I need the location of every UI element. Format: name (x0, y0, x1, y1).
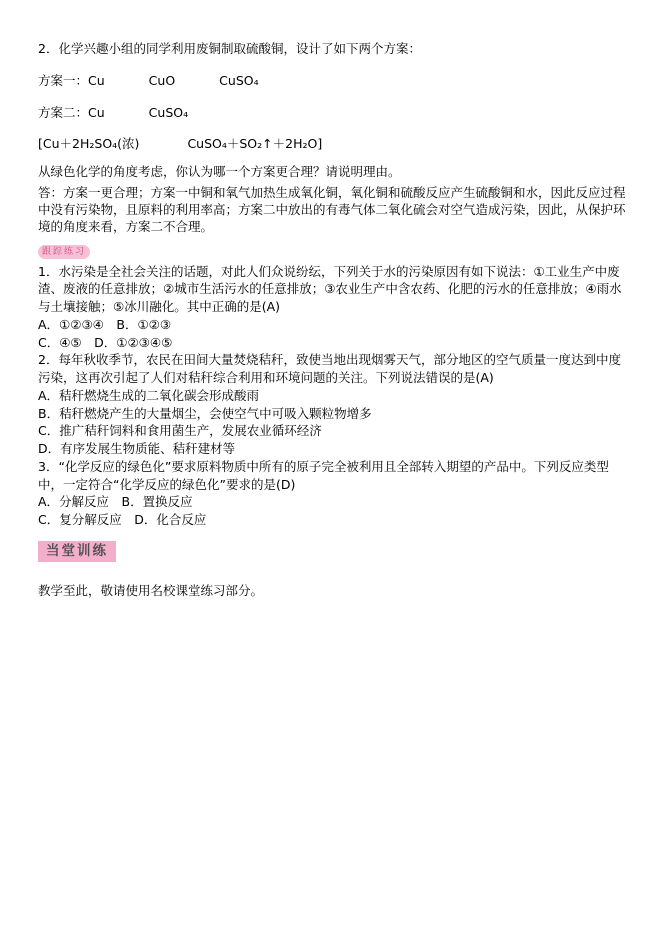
plan-one-step-cuso4: CuSO₄ (219, 72, 259, 88)
mcq-1-options-ab: A．①②③④ B．①②③ (38, 316, 172, 332)
green-chemistry-question: 从绿色化学的角度考虑，你认为哪一个方案更合理？请说明理由。 (38, 164, 401, 179)
mcq-3-options-ab: A．分解反应 B．置换反应 (38, 494, 193, 510)
plan-one-step-cu: Cu (88, 72, 105, 88)
mcq-2-option-d: D．有序发展生物质能、秸秆建材等 (38, 441, 236, 456)
mcq-3-stem: 3．“化学反应的绿色化”要求原料物质中所有的原子完全被利用且全部转入期望的产品中。下列反应类型中，一定符合“化学反应的绿色化”要求的是(D) (38, 458, 609, 492)
worksheet-content (38, 40, 628, 600)
chemical-equation-row (38, 135, 628, 153)
equation-products: CuSO₄＋SO₂↑＋2H₂O] (187, 136, 323, 152)
answer-paragraph: 答：方案一更合理；方案一中铜和氧气加热生成氧化铜，氧化铜和硫酸反应产生硫酸铜和水，因此反应过程中没有污染物，且原料的利用率高；方案二中放出的有毒气体二氧化硫会对空气造成污染，因此，从保护环境的角度来看，方案二不合理。 (38, 184, 626, 235)
plan-one-step-cuo: CuO (148, 72, 176, 88)
mcq-3 (38, 458, 628, 529)
mcq-3-options-cd: C．复分解反应 D．化合反应 (38, 512, 207, 527)
mcq-2-option-c: C．推广秸秆饲料和食用菌生产，发展农业循环经济 (38, 423, 322, 439)
mcq-1-options-cd: C．④⑤ D．①②③④⑤ (38, 334, 173, 350)
closing-note: 教学至此，敬请使用名校课堂练习部分。 (38, 583, 264, 599)
mcq-2-option-a: A．秸秆燃烧生成的二氧化碳会形成酸雨 (38, 387, 260, 403)
plan-one-row (38, 72, 628, 90)
review-question-intro: 2．化学兴趣小组的同学利用废铜制取硫酸铜，设计了如下两个方案： (38, 41, 421, 56)
plan-two-step-cuso4: CuSO₄ (148, 104, 189, 120)
mcq-2-option-b: B．秸秆燃烧产生的大量烟尘，会使空气中可吸入颗粒物增多 (38, 405, 372, 421)
plan-two-row (38, 104, 628, 122)
mcq-2-stem: 2．每年秋收季节，农民在田间大量焚烧秸秆，致使当地出现烟雾天气，部分地区的空气质量一度达到中度污染，这再次引起了人们对秸秆综合利用和环境问题的关注。下列说法错误的是(A) (38, 352, 621, 385)
mcq-1-stem: 1．水污染是全社会关注的话题，对此人们众说纷纭，下列关于水的污染原因有如下说法：①工业生产中废渣、废液的任意排放；②城市生活污水的任意排放；③农业生产中含农药、化肥的污水的任意排放；④雨水与土壤接触；⑤冰川融化。其中正确的是(A) (38, 263, 622, 314)
practice-section-label: 跟踪练习 (38, 245, 90, 259)
mcq-1 (38, 263, 628, 352)
mcq-2 (38, 351, 628, 458)
equation-reactants: [Cu＋2H₂SO₄(浓) (38, 136, 140, 152)
plan-one-label: 方案一： (38, 72, 89, 88)
plan-two-label: 方案二： (38, 104, 89, 120)
training-section-label: 当堂训练 (38, 541, 116, 563)
plan-two-step-cu: Cu (88, 104, 105, 120)
